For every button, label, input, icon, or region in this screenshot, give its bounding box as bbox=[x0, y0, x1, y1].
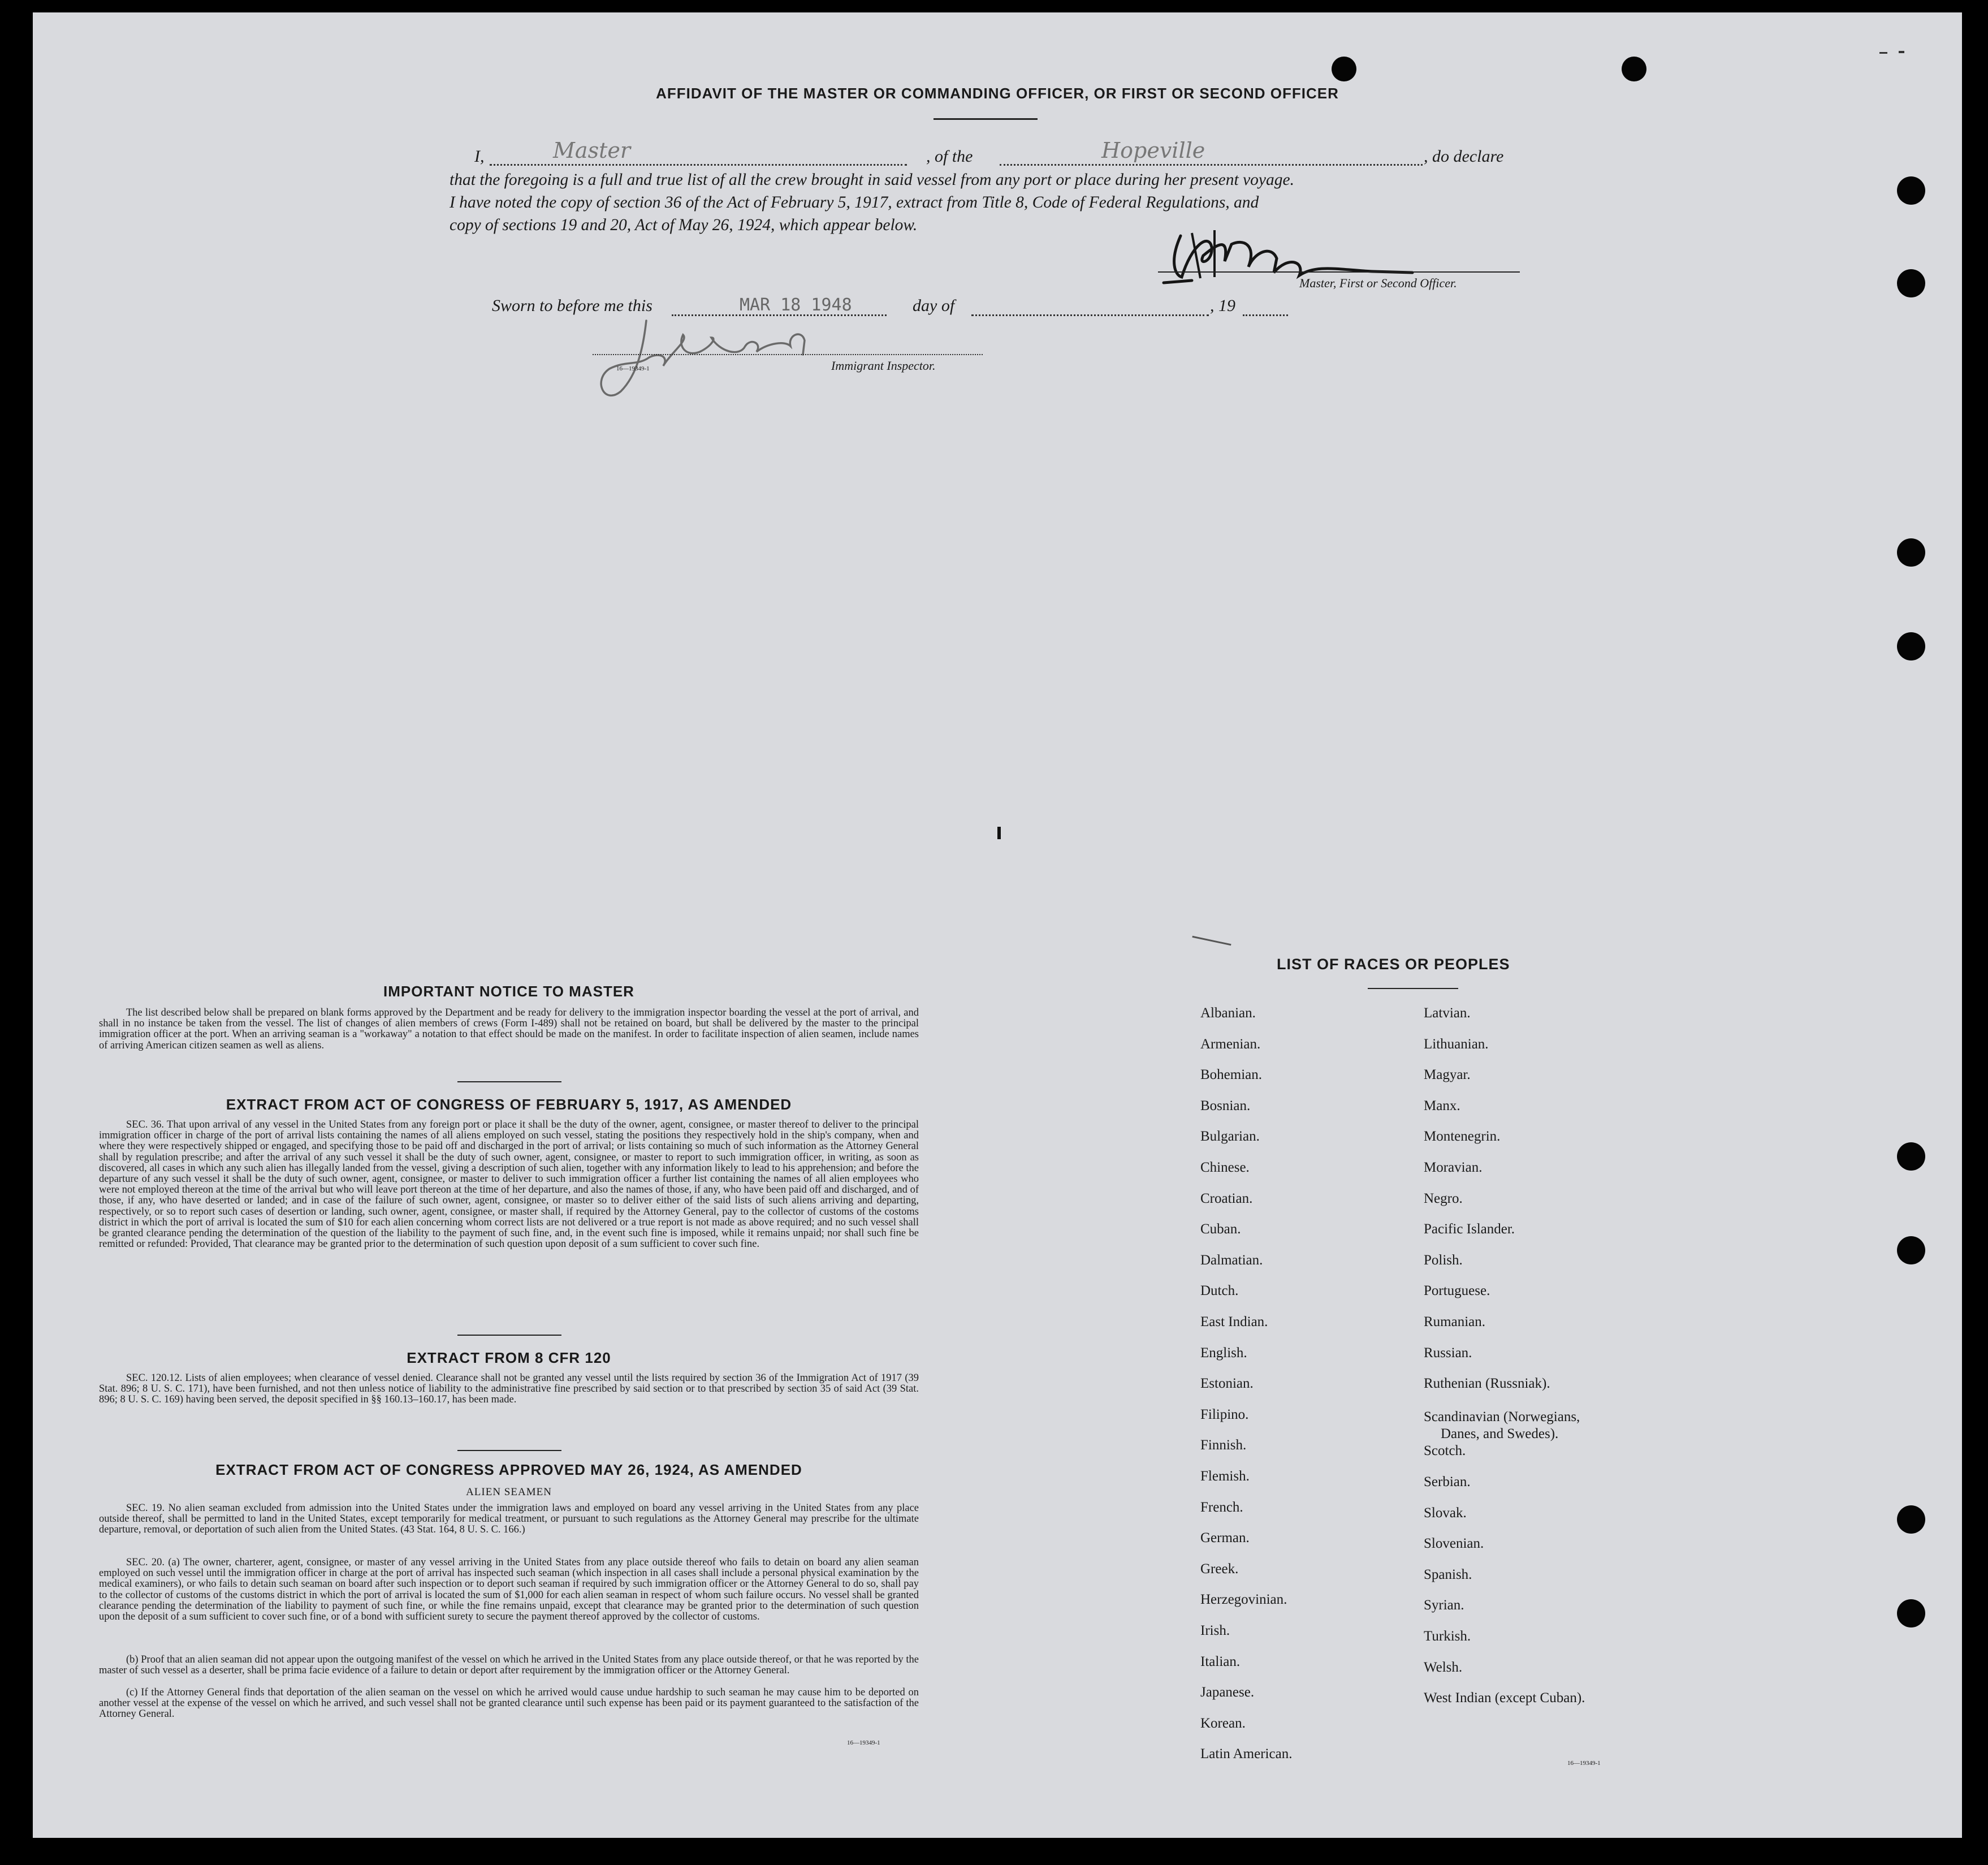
race-item: Syrian. bbox=[1424, 1598, 1464, 1613]
race-item: West Indian (except Cuban). bbox=[1424, 1690, 1585, 1706]
inspector-signature-line bbox=[593, 354, 983, 355]
master-signature-line bbox=[1158, 271, 1520, 273]
race-item: Estonian. bbox=[1200, 1376, 1254, 1392]
form-sheet bbox=[33, 12, 1962, 1838]
master-caption: Master, First or Second Officer. bbox=[1299, 276, 1457, 290]
race-item: Croatian. bbox=[1200, 1190, 1253, 1206]
race-item: Finnish. bbox=[1200, 1437, 1247, 1453]
race-item: Korean. bbox=[1200, 1715, 1246, 1731]
race-item: Latvian. bbox=[1424, 1005, 1471, 1021]
extract-form-number: 16—19349-1 bbox=[847, 1739, 880, 1746]
punch-hole bbox=[1897, 538, 1925, 567]
punch-hole bbox=[1897, 632, 1925, 660]
year-label: , 19 bbox=[1210, 296, 1235, 315]
race-item: Serbian. bbox=[1424, 1474, 1471, 1490]
extract-1917-title: EXTRACT FROM ACT OF CONGRESS OF FEBRUARY 5, 1917, AS AMENDED bbox=[226, 1096, 792, 1113]
notice-title: IMPORTANT NOTICE TO MASTER bbox=[383, 983, 634, 1000]
year-line bbox=[1243, 314, 1288, 316]
affidavit-line-2: that the foregoing is a full and true list of all the crew brought in said vessel from any port or place during her present voyage. bbox=[450, 171, 1294, 189]
vessel-name-line bbox=[1000, 164, 1423, 166]
punch-hole bbox=[1622, 57, 1646, 81]
vessel-name-handwritten: Hopeville bbox=[1101, 138, 1205, 163]
punch-hole bbox=[1897, 176, 1925, 205]
race-item: Turkish. bbox=[1424, 1629, 1471, 1644]
extract-1917-text: SEC. 36. That upon arrival of any vessel in the United States from any foreign port or place it shall be the duty of the owner, agent, consignee, or master thereof to deliver to the principal immigration officer in charge of the port of arrival lists containing the names of all aliens employed on such vessel, stating the positions they respectively hold in the ship's company, when and where they were respectively shipped or engaged, and specifying those to be paid off and discharged in the port of arrival; or lists containing so much of such information as the Attorney General shall by regulation prescribe; and after the arrival of any such vessel it shall be the duty of such owner, agent, consignee, or master to report to such immigration officer, in writing, as soon as discovered, all cases in which any such alien has illegally landed from the vessel, giving a description of such alien, together with any information likely to lead to his apprehension; and before the departure of any such vessel it shall be the duty of such owner, agent, consignee, or master to deliver to such immigration officer a further list containing the names of all alien employees who were not employed thereon at the time of the arrival but who will leave port thereon at the time of her departure, and also the names of those, if any, who have been paid off and discharged, and of those, if any, who have deserted or landed; and in case of the failure of such owner, agent, consignee, or master so to deliver either of the said lists of such aliens arriving and departing, respectively, or so to report such cases of desertion or landing, such owner, agent, consignee, or master shall, if required by the Attorney General, pay to the collector of customs of the costoms district in which the port of arrival is located the sum of $10 for each alien concerning whom correct lists are not delivered or a true report is not made as above required; and no such vessel shall be granted clearance pending the determination of the question of the liability to the payment of such fine, and, in the event such fine is imposed, while it remains unpaid; nor shall such fine be remitted or refunded: Provided, That clearance may be granted prior to the determination of such question upon deposit of a sum sufficient to cover such fine. bbox=[99, 1119, 919, 1250]
of-the-label: , of the bbox=[926, 147, 973, 166]
race-item: Dutch. bbox=[1200, 1283, 1239, 1299]
extract-1917-divider bbox=[457, 1335, 561, 1336]
scan-mark bbox=[1879, 52, 1887, 54]
race-item: Bosnian. bbox=[1200, 1098, 1251, 1113]
race-item: Scotch. bbox=[1424, 1443, 1466, 1459]
race-item: Magyar. bbox=[1424, 1067, 1471, 1083]
i-label: I, bbox=[474, 147, 485, 166]
race-item: Ruthenian (Russniak). bbox=[1424, 1376, 1550, 1392]
race-item: Chinese. bbox=[1200, 1160, 1250, 1175]
race-item: East Indian. bbox=[1200, 1314, 1268, 1329]
extract-1924-title: EXTRACT FROM ACT OF CONGRESS APPROVED MAY 26, 1924, AS AMENDED bbox=[215, 1461, 802, 1478]
race-item: Albanian. bbox=[1200, 1005, 1256, 1021]
race-item: Portuguese. bbox=[1424, 1283, 1490, 1299]
race-item: Lithuanian. bbox=[1424, 1036, 1489, 1052]
race-item: Welsh. bbox=[1424, 1659, 1463, 1675]
race-item: Scandinavian (Norwegians, bbox=[1424, 1409, 1580, 1424]
race-item: Bulgarian. bbox=[1200, 1129, 1260, 1145]
title-divider bbox=[934, 118, 1038, 120]
scan-mark bbox=[1192, 936, 1231, 946]
race-item: English. bbox=[1200, 1345, 1247, 1361]
form-number: 16—19349-1 bbox=[616, 365, 650, 372]
punch-hole bbox=[1897, 1505, 1925, 1534]
sworn-label: Sworn to before me this bbox=[492, 296, 652, 315]
race-item: Armenian. bbox=[1200, 1036, 1261, 1052]
race-item: Montenegrin. bbox=[1424, 1129, 1501, 1145]
month-line bbox=[971, 314, 1209, 316]
race-item: Danes, and Swedes). bbox=[1441, 1426, 1559, 1441]
scan-mark bbox=[1899, 51, 1904, 53]
race-item: Italian. bbox=[1200, 1654, 1241, 1669]
extract-cfr-divider bbox=[457, 1450, 561, 1451]
race-item: Russian. bbox=[1424, 1345, 1472, 1361]
race-item: Japanese. bbox=[1200, 1685, 1255, 1700]
race-item: Bohemian. bbox=[1200, 1067, 1263, 1083]
do-declare-label: , do declare bbox=[1424, 147, 1504, 166]
race-item: Spanish. bbox=[1424, 1566, 1472, 1582]
sec19-text: SEC. 19. No alien seaman excluded from admission into the United States under the immigration laws and employed on board any vessel arriving in the United States from any place outside thereof, shall be permitted to land in the United States, except temporarily for medical treatment, or pursuant to such regulations as the Attorney General may prescribe for the ultimate departure, removal, or deportation of such alien from the United States. (43 Stat. 164, 8 U. S. C. 166.) bbox=[99, 1503, 919, 1536]
race-item: Greek. bbox=[1200, 1561, 1239, 1577]
races-title: LIST OF RACES OR PEOPLES bbox=[1277, 956, 1510, 973]
scan-mark bbox=[997, 827, 1001, 839]
date-stamp: MAR 18 1948 bbox=[740, 295, 852, 315]
races-divider bbox=[1368, 988, 1458, 989]
notice-text: The list described below shall be prepared on blank forms approved by the Department and be ready for delivery to the immigration inspector boarding the vessel at the port of arrival, and shall in no instance be taken from the vessel. The list of changes of alien members of crews (Form I-489) shall not be retained on board, but shall be delivered by the master to the principal immigration officer at the port. When an arriving seaman is a "workaway" a notation to that effect should be made on the manifest. In order to facilitate inspection of alien seamen, include names of arriving American citizen seamen as well as aliens. bbox=[99, 1007, 919, 1051]
race-item: Rumanian. bbox=[1424, 1314, 1486, 1329]
race-item: Slovak. bbox=[1424, 1505, 1467, 1521]
race-item: French. bbox=[1200, 1499, 1243, 1515]
race-item: Pacific Islander. bbox=[1424, 1221, 1515, 1237]
punch-hole bbox=[1897, 269, 1925, 297]
extract-cfr-text: SEC. 120.12. Lists of alien employees; when clearance of vessel denied. Clearance shall not be granted any vessel until the lists required by section 36 of the Immigration Act of 1917 (39 Stat. 896; 8 U. S. C. 171), have been furnished, and not then unless notice of liability to the administrative fine prescribed by said section or to that prescribed by section 35 of said Act (39 Stat. 896; 8 U. S. C. 169) having been served, the deposit specified in §§ 160.13–160.17, has been made. bbox=[99, 1372, 919, 1406]
inspector-caption: Immigrant Inspector. bbox=[831, 359, 936, 373]
race-item: Polish. bbox=[1424, 1252, 1463, 1268]
punch-hole bbox=[1332, 57, 1356, 81]
sec20b-text: (b) Proof that an alien seaman did not appear upon the outgoing manifest of the vessel on which he arrived in the United States from any place outside thereof, or that he was reported by the master of such vessel as a deserter, shall be prima facie evidence of a failure to detain or deport after requirement by the immigration officer or the Attorney General. bbox=[99, 1654, 919, 1677]
officer-title-handwritten: Master bbox=[553, 138, 630, 163]
race-item: Irish. bbox=[1200, 1623, 1230, 1638]
alien-seamen-subtitle: ALIEN SEAMEN bbox=[466, 1486, 552, 1498]
race-item: Negro. bbox=[1424, 1190, 1463, 1206]
race-item: German. bbox=[1200, 1530, 1250, 1546]
day-of-label: day of bbox=[913, 296, 955, 315]
affidavit-line-4: copy of sections 19 and 20, Act of May 26, 1924, which appear below. bbox=[450, 216, 918, 234]
punch-hole bbox=[1897, 1599, 1925, 1627]
affidavit-line-3: I have noted the copy of section 36 of the Act of February 5, 1917, extract from Title 8, Code of Federal Regulations, and bbox=[450, 193, 1259, 211]
sec20c-text: (c) If the Attorney General finds that deportation of the alien seaman on the vessel on which he arrived would cause undue hardship to such seaman he may cause him to be deported on another vessel at the expense of the vessel on which he arrived, and such vessel shall not be granted clearance until such expense has been paid or its payment guaranteed to the satisfaction of the Attorney General. bbox=[99, 1687, 919, 1720]
race-item: Filipino. bbox=[1200, 1406, 1249, 1422]
race-item: Moravian. bbox=[1424, 1160, 1483, 1175]
race-item: Dalmatian. bbox=[1200, 1252, 1263, 1268]
race-item: Latin American. bbox=[1200, 1746, 1293, 1762]
race-item: Cuban. bbox=[1200, 1221, 1241, 1237]
race-item: Herzegovinian. bbox=[1200, 1592, 1287, 1608]
punch-hole bbox=[1897, 1236, 1925, 1264]
sec20a-text: SEC. 20. (a) The owner, charterer, agent, consignee, or master of any vessel arriving in the United States from any place outside thereof who fails to detain on board any alien seaman employed on such vessel until the immigration officer in charge at the port of arrival has inspected such seaman (which inspection in all cases shall include a personal physical examination by the medical examiners), or who fails to detain such seaman on board after such inspection or to deport such seaman if required by such immigration officer or the Attorney General to do so, shall pay to the collector of customs of the customs district in which the port of arrival is located the sum of $1,000 for each alien seaman in respect of whom such failure occurs. No vessel shall be granted clearance pending the determination of the liability to payment of such fine, or while the fine remains unpaid, except that clearance may be granted prior to the determination of such question upon the deposit of a sum sufficient to cover such fine, or of a bond with sufficient surety to secure the payment thereof approved by the collector of customs. bbox=[99, 1557, 919, 1623]
notice-divider bbox=[457, 1081, 561, 1082]
race-item: Slovenian. bbox=[1424, 1536, 1484, 1552]
punch-hole bbox=[1897, 1142, 1925, 1171]
officer-title-line bbox=[490, 164, 907, 166]
race-item: Flemish. bbox=[1200, 1469, 1250, 1484]
races-form-number: 16—19349-1 bbox=[1567, 1760, 1601, 1767]
affidavit-title: AFFIDAVIT OF THE MASTER OR COMMANDING OFFICER, OR FIRST OR SECOND OFFICER bbox=[656, 85, 1339, 102]
race-item: Manx. bbox=[1424, 1098, 1460, 1113]
extract-cfr-title: EXTRACT FROM 8 CFR 120 bbox=[407, 1349, 611, 1366]
